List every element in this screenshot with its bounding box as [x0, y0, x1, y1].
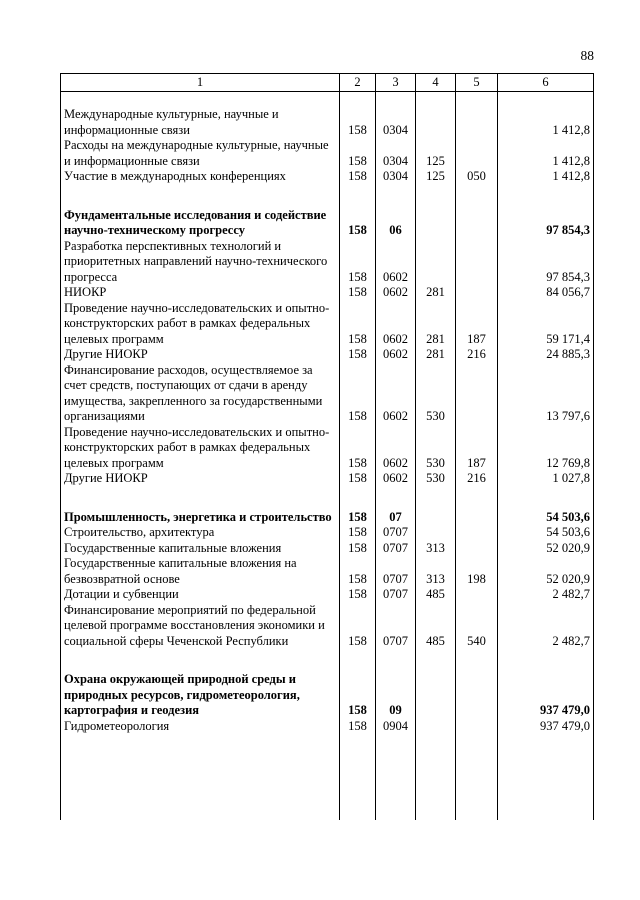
table-row — [61, 363, 594, 425]
cell-ministry-code: 158 — [340, 510, 376, 526]
cell-name: Расходы на международные культурные, научные и информационные связи — [61, 138, 340, 169]
cell-ministry-code: 158 — [340, 587, 376, 603]
cell-expense-type — [456, 107, 498, 138]
cell-section-code: 0304 — [376, 169, 416, 185]
cell-amount: 2 482,7 — [498, 603, 594, 650]
spacer-row — [61, 185, 594, 208]
cell-ministry-code: 158 — [340, 301, 376, 348]
cell-amount: 937 479,0 — [498, 672, 594, 719]
table-row — [61, 425, 594, 472]
cell-target-article: 313 — [416, 541, 456, 557]
cell-expense-type — [456, 525, 498, 541]
spacer-cell — [416, 487, 456, 510]
spacer-cell — [416, 649, 456, 672]
table-row — [61, 471, 594, 487]
cell-ministry-code: 158 — [340, 285, 376, 301]
cell-name: Проведение научно-исследовательских и опытно-конструкторских работ в рамках федеральных целевых программ — [61, 425, 340, 472]
header-col-5: 5 — [456, 74, 498, 92]
cell-target-article: 281 — [416, 301, 456, 348]
cell-ministry-code: 158 — [340, 138, 376, 169]
cell-ministry-code: 158 — [340, 363, 376, 425]
cell-expense-type — [456, 285, 498, 301]
header-col-1: 1 — [61, 74, 340, 92]
cell-section-code: 0707 — [376, 603, 416, 650]
table-row — [61, 138, 594, 169]
cell-target-article: 530 — [416, 471, 456, 487]
cell-ministry-code: 158 — [340, 239, 376, 286]
spacer-row — [61, 649, 594, 672]
cell-target-article — [416, 107, 456, 138]
cell-section-code: 0602 — [376, 347, 416, 363]
table-row — [61, 541, 594, 557]
cell-amount: 1 027,8 — [498, 471, 594, 487]
cell-target-article — [416, 525, 456, 541]
cell-name: Финансирование мероприятий по федеральной целевой программе восстановления экономики и социальной сферы Чеченской Республики — [61, 603, 340, 650]
cell-ministry-code: 158 — [340, 556, 376, 587]
cell-name: Финансирование расходов, осуществляемое за счет средств, поступающих от сдачи в аренду имущества, закрепленного за государственными организациями — [61, 363, 340, 425]
cell-amount: 2 482,7 — [498, 587, 594, 603]
spacer-row — [61, 487, 594, 510]
spacer-cell — [340, 92, 376, 108]
spacer-row — [61, 734, 594, 820]
spacer-cell — [61, 649, 340, 672]
cell-section-code: 0602 — [376, 301, 416, 348]
cell-target-article — [416, 208, 456, 239]
spacer-cell — [456, 185, 498, 208]
cell-section-code: 0602 — [376, 425, 416, 472]
cell-ministry-code: 158 — [340, 525, 376, 541]
cell-expense-type: 540 — [456, 603, 498, 650]
cell-ministry-code: 158 — [340, 425, 376, 472]
spacer-cell — [498, 92, 594, 108]
cell-expense-type — [456, 672, 498, 719]
cell-section-code: 0304 — [376, 107, 416, 138]
spacer-cell — [340, 185, 376, 208]
cell-target-article — [416, 719, 456, 735]
cell-ministry-code: 158 — [340, 719, 376, 735]
cell-name: НИОКР — [61, 285, 340, 301]
table-row — [61, 556, 594, 587]
cell-expense-type: 050 — [456, 169, 498, 185]
cell-amount: 1 412,8 — [498, 138, 594, 169]
cell-name: Государственные капитальные вложения — [61, 541, 340, 557]
cell-section-code: 0707 — [376, 541, 416, 557]
table-row — [61, 347, 594, 363]
cell-name: Участие в международных конференциях — [61, 169, 340, 185]
cell-amount: 12 769,8 — [498, 425, 594, 472]
cell-name: Разработка перспективных технологий и приоритетных направлений научно-технического прогресса — [61, 239, 340, 286]
cell-amount: 1 412,8 — [498, 169, 594, 185]
cell-amount: 54 503,6 — [498, 525, 594, 541]
cell-section-code: 0602 — [376, 239, 416, 286]
cell-amount: 1 412,8 — [498, 107, 594, 138]
spacer-cell — [376, 649, 416, 672]
cell-section-code: 0707 — [376, 587, 416, 603]
cell-ministry-code: 158 — [340, 107, 376, 138]
table-row — [61, 719, 594, 735]
cell-amount: 84 056,7 — [498, 285, 594, 301]
cell-amount: 13 797,6 — [498, 363, 594, 425]
cell-amount: 24 885,3 — [498, 347, 594, 363]
cell-section-code: 06 — [376, 208, 416, 239]
table-row — [61, 672, 594, 719]
table-row — [61, 169, 594, 185]
spacer-cell — [498, 487, 594, 510]
page-number: 88 — [580, 48, 594, 63]
cell-ministry-code: 158 — [340, 208, 376, 239]
cell-expense-type — [456, 138, 498, 169]
cell-section-code: 0602 — [376, 471, 416, 487]
cell-ministry-code: 158 — [340, 603, 376, 650]
cell-expense-type — [456, 719, 498, 735]
header-col-4: 4 — [416, 74, 456, 92]
cell-name: Проведение научно-исследовательских и опытно-конструкторских работ в рамках федеральных целевых программ — [61, 301, 340, 348]
cell-amount: 54 503,6 — [498, 510, 594, 526]
cell-section-code: 0707 — [376, 556, 416, 587]
cell-name: Строительство, архитектура — [61, 525, 340, 541]
cell-section-code: 0304 — [376, 138, 416, 169]
spacer-cell — [498, 649, 594, 672]
spacer-cell — [61, 185, 340, 208]
table-row — [61, 107, 594, 138]
cell-name: Охрана окружающей природной среды и природных ресурсов, гидрометеорология, картография и геодезия — [61, 672, 340, 719]
cell-section-code: 0707 — [376, 525, 416, 541]
cell-name: Другие НИОКР — [61, 347, 340, 363]
cell-expense-type — [456, 510, 498, 526]
cell-ministry-code: 158 — [340, 541, 376, 557]
table-row — [61, 301, 594, 348]
spacer-cell — [376, 734, 416, 820]
cell-target-article: 281 — [416, 347, 456, 363]
cell-target-article: 485 — [416, 587, 456, 603]
spacer-cell — [416, 734, 456, 820]
spacer-cell — [498, 734, 594, 820]
cell-section-code: 07 — [376, 510, 416, 526]
cell-name: Международные культурные, научные и информационные связи — [61, 107, 340, 138]
cell-target-article — [416, 239, 456, 286]
cell-amount: 97 854,3 — [498, 208, 594, 239]
cell-name: Дотации и субвенции — [61, 587, 340, 603]
spacer-cell — [340, 734, 376, 820]
cell-name: Фундаментальные исследования и содействие научно-техническому прогрессу — [61, 208, 340, 239]
cell-amount: 59 171,4 — [498, 301, 594, 348]
spacer-cell — [456, 734, 498, 820]
budget-table — [60, 73, 594, 820]
header-row — [61, 74, 594, 92]
cell-expense-type — [456, 587, 498, 603]
cell-target-article — [416, 510, 456, 526]
cell-section-code: 09 — [376, 672, 416, 719]
cell-target-article: 530 — [416, 363, 456, 425]
header-col-6: 6 — [498, 74, 594, 92]
cell-expense-type: 187 — [456, 301, 498, 348]
spacer-cell — [416, 92, 456, 108]
cell-target-article: 485 — [416, 603, 456, 650]
table-row — [61, 603, 594, 650]
cell-target-article: 125 — [416, 169, 456, 185]
spacer-cell — [376, 92, 416, 108]
spacer-cell — [61, 92, 340, 108]
spacer-cell — [456, 487, 498, 510]
table-header — [61, 74, 594, 92]
spacer-cell — [416, 185, 456, 208]
table-body — [61, 92, 594, 821]
spacer-cell — [340, 487, 376, 510]
cell-section-code: 0602 — [376, 363, 416, 425]
spacer-cell — [456, 92, 498, 108]
cell-amount: 52 020,9 — [498, 541, 594, 557]
cell-target-article — [416, 672, 456, 719]
cell-expense-type — [456, 239, 498, 286]
cell-expense-type — [456, 541, 498, 557]
table-row — [61, 208, 594, 239]
cell-target-article: 530 — [416, 425, 456, 472]
cell-target-article: 281 — [416, 285, 456, 301]
table-row — [61, 285, 594, 301]
cell-section-code: 0602 — [376, 285, 416, 301]
cell-expense-type: 216 — [456, 347, 498, 363]
cell-name: Промышленность, энергетика и строительство — [61, 510, 340, 526]
cell-amount: 937 479,0 — [498, 719, 594, 735]
spacer-cell — [340, 649, 376, 672]
spacer-cell — [61, 734, 340, 820]
cell-ministry-code: 158 — [340, 169, 376, 185]
header-col-3: 3 — [376, 74, 416, 92]
cell-section-code: 0904 — [376, 719, 416, 735]
cell-name: Государственные капитальные вложения на безвозвратной основе — [61, 556, 340, 587]
cell-ministry-code: 158 — [340, 347, 376, 363]
cell-expense-type — [456, 363, 498, 425]
spacer-cell — [498, 185, 594, 208]
cell-amount: 97 854,3 — [498, 239, 594, 286]
cell-target-article: 125 — [416, 138, 456, 169]
cell-expense-type: 187 — [456, 425, 498, 472]
cell-expense-type: 198 — [456, 556, 498, 587]
cell-name: Гидрометеорология — [61, 719, 340, 735]
table-row — [61, 587, 594, 603]
cell-expense-type — [456, 208, 498, 239]
header-col-2: 2 — [340, 74, 376, 92]
cell-target-article: 313 — [416, 556, 456, 587]
spacer-cell — [376, 185, 416, 208]
cell-amount: 52 020,9 — [498, 556, 594, 587]
spacer-cell — [61, 487, 340, 510]
table-row — [61, 525, 594, 541]
table-row — [61, 510, 594, 526]
cell-name: Другие НИОКР — [61, 471, 340, 487]
cell-ministry-code: 158 — [340, 471, 376, 487]
spacer-cell — [456, 649, 498, 672]
spacer-cell — [376, 487, 416, 510]
cell-expense-type: 216 — [456, 471, 498, 487]
table-row — [61, 239, 594, 286]
cell-ministry-code: 158 — [340, 672, 376, 719]
spacer-row — [61, 92, 594, 108]
